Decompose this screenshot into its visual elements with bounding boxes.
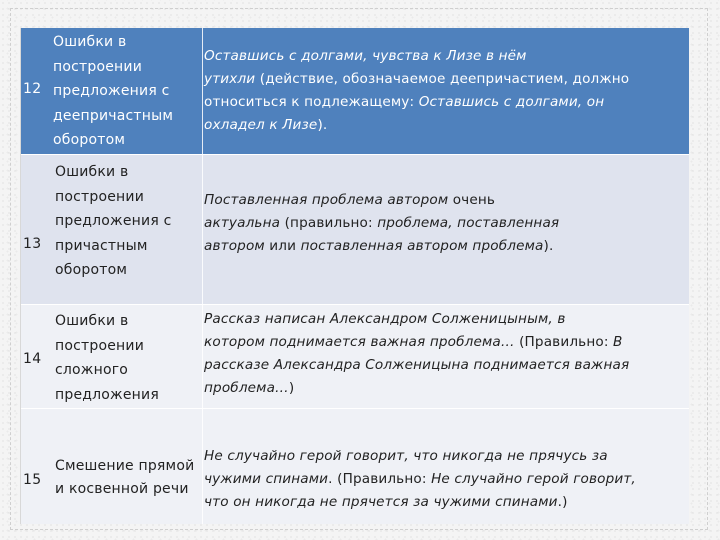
example-line — [204, 45, 684, 68]
category-line: построении — [55, 337, 144, 354]
example-line — [204, 468, 684, 491]
example-text: очень — [448, 192, 496, 208]
row-number: 13 — [23, 236, 42, 252]
example-text: .) — [557, 494, 568, 510]
example-text-italic: рассказе Александра Солженицына поднимается важная — [204, 357, 630, 373]
example-text-italic: В — [613, 334, 623, 350]
category-line: предложения — [55, 386, 159, 403]
row-number: 15 — [23, 472, 42, 488]
example-text: (Правильно: — [514, 334, 614, 350]
example-text-italic: Поставленная проблема автором — [204, 192, 449, 208]
category-line: Ошибки в — [55, 164, 129, 180]
example-text-italic: Рассказ написан Александром Солженицыным, в — [204, 311, 566, 327]
error-category — [55, 455, 205, 500]
example-line — [204, 68, 684, 91]
example-text-italic: проблема, поставленная — [377, 215, 560, 231]
example-text-italic: утихли — [204, 71, 256, 87]
error-example — [204, 445, 684, 514]
error-category — [53, 30, 203, 153]
example-line — [204, 235, 684, 258]
example-line — [204, 308, 684, 331]
example-text: ) — [288, 380, 295, 396]
category-line: построении — [53, 58, 142, 75]
example-text-italic: автором — [204, 238, 265, 254]
table-row — [21, 154, 689, 304]
example-text: или — [264, 238, 301, 254]
example-text-italic: проблема… — [204, 380, 289, 396]
error-category — [55, 309, 205, 407]
example-line — [204, 491, 684, 514]
example-text-italic: охладел к Лизе — [204, 117, 318, 133]
example-text: (правильно: — [280, 215, 378, 231]
example-line — [204, 212, 684, 235]
example-text: ). — [317, 117, 328, 133]
category-line: оборотом — [55, 262, 128, 278]
example-line — [204, 114, 684, 137]
table-row — [21, 408, 689, 524]
category-line: Ошибки в — [55, 313, 129, 329]
category-line: оборотом — [53, 132, 126, 148]
example-text-italic: что он никогда не прячется за чужими спинами — [204, 494, 558, 510]
example-text-italic: Оставшись с долгами, он — [418, 94, 605, 110]
example-text-italic: поставленная автором проблема — [300, 238, 544, 254]
example-line — [204, 189, 684, 212]
example-text: относиться к подлежащему: — [204, 94, 419, 110]
example-text-italic: Оставшись с долгами, чувства к Лизе в нём — [204, 48, 527, 64]
table-row — [21, 28, 689, 154]
example-line — [204, 354, 684, 377]
example-line — [204, 331, 684, 354]
row-number: 14 — [23, 351, 42, 367]
example-line — [204, 445, 684, 468]
row-number: 12 — [23, 81, 42, 97]
example-text-italic: Не случайно герой говорит, что никогда не прячусь за — [204, 448, 608, 464]
example-text-italic: котором — [204, 334, 266, 350]
example-text-italic: чужими спинами — [204, 471, 329, 487]
example-text-italic: актуальна — [204, 215, 281, 231]
example-text: . (Правильно: — [328, 471, 432, 487]
category-line: предложения с — [55, 213, 172, 229]
error-category — [55, 160, 205, 283]
error-example — [204, 189, 684, 258]
category-line: Ошибки в — [53, 34, 127, 50]
example-text-italic: Не случайно герой говорит, — [431, 471, 636, 487]
table-row — [21, 304, 689, 408]
example-line — [204, 377, 684, 400]
category-line: сложного — [55, 362, 129, 378]
errors-table — [20, 28, 688, 524]
error-example — [204, 308, 684, 400]
error-example — [204, 45, 684, 137]
category-line: деепричастным — [53, 107, 174, 124]
category-line: построении — [55, 188, 144, 205]
category-line: Смешение прямой — [55, 458, 195, 474]
example-text: (действие, обозначаемое деепричастием, должно — [255, 71, 630, 87]
example-text: ). — [543, 238, 554, 254]
category-line: причастным — [55, 237, 148, 254]
example-text-italic: поднимается важная проблема… — [269, 334, 515, 350]
category-line: предложения с — [53, 83, 170, 99]
category-line: и косвенной речи — [55, 480, 189, 497]
example-line — [204, 91, 684, 114]
